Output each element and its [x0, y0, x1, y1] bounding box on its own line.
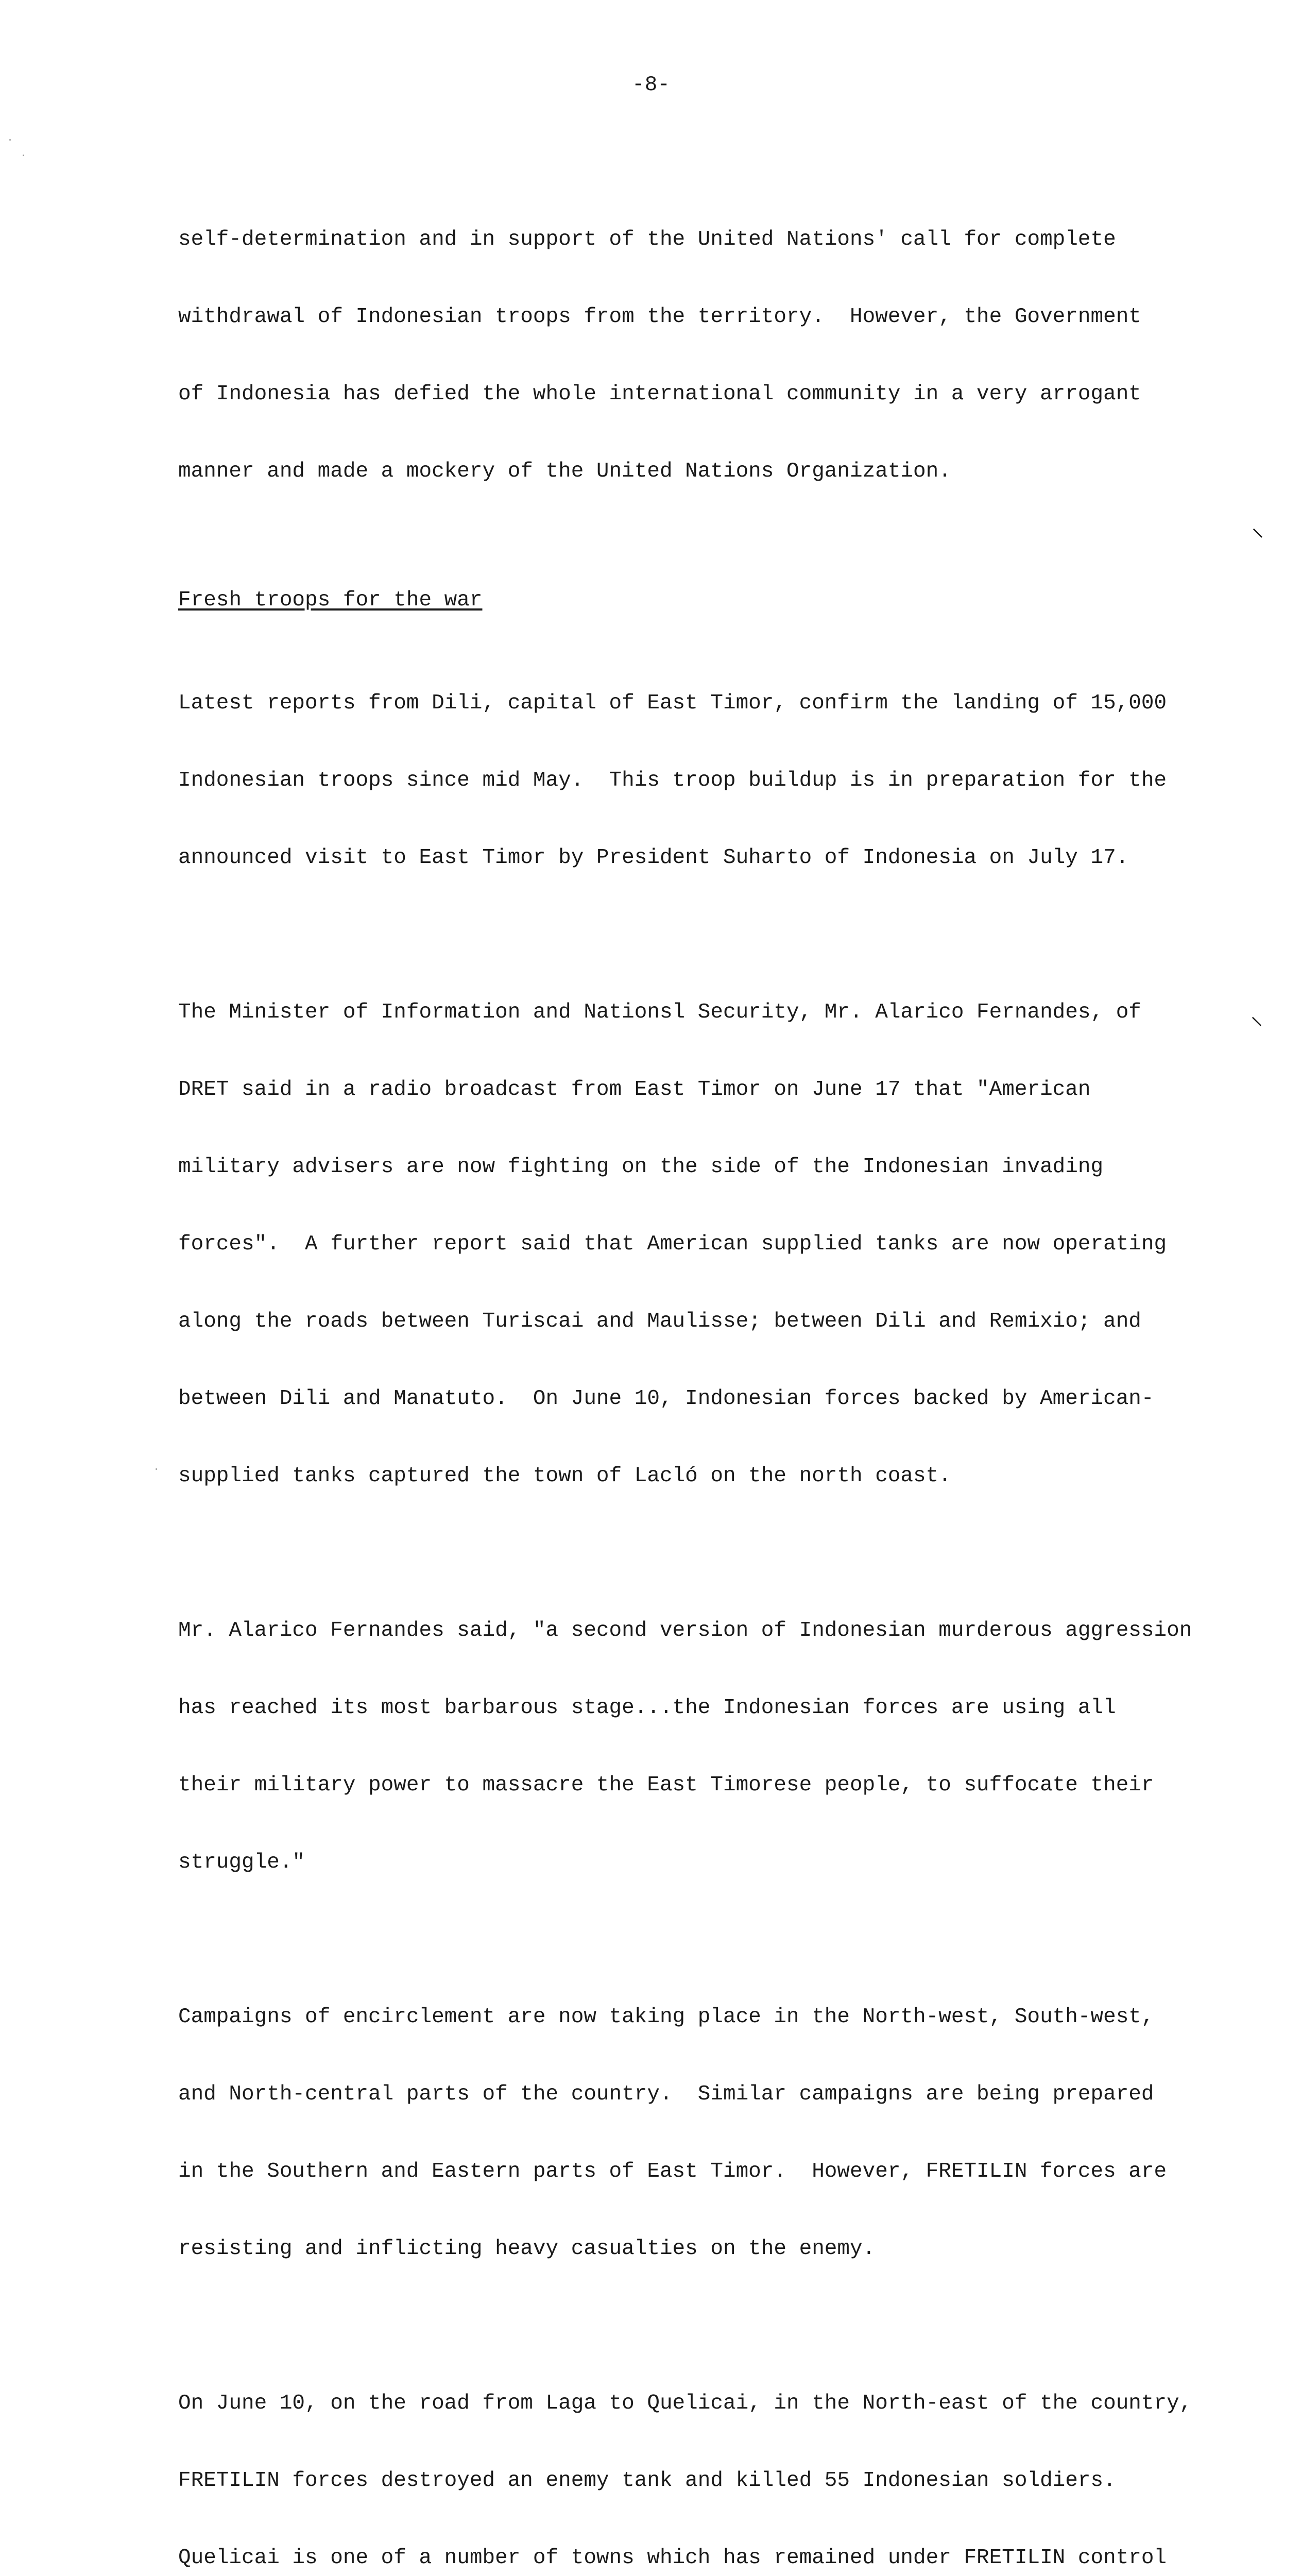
- text-line: of Indonesia has defied the whole international community in a very arrogant: [178, 382, 1141, 406]
- margin-scan-mark: ⸌: [1250, 1012, 1263, 1041]
- paragraph-troop-landing: [178, 639, 1239, 922]
- intro-paragraph: [178, 175, 1239, 536]
- section-heading: Fresh troops for the war: [178, 588, 483, 612]
- paragraph-encirclement: [178, 1953, 1239, 2313]
- margin-speck: [156, 1468, 157, 1470]
- text-line: struggle.": [178, 1851, 305, 1874]
- document-body: [178, 175, 1239, 2576]
- text-line: Latest reports from Dili, capital of East Timor, confirm the landing of 15,000: [178, 691, 1167, 715]
- text-line: Quelicai is one of a number of towns which has remained under FRETILIN control: [178, 2546, 1167, 2570]
- paragraph-fernandes-quote: [178, 1566, 1239, 1927]
- text-line: in the Southern and Eastern parts of East Timor. However, FRETILIN forces are: [178, 2160, 1167, 2183]
- text-line: On June 10, on the road from Laga to Quelicai, in the North-east of the country,: [178, 2392, 1192, 2415]
- page-number: -8-: [632, 73, 670, 97]
- text-line: The Minister of Information and Nationsl Security, Mr. Alarico Fernandes, of: [178, 1001, 1141, 1024]
- text-line: along the roads between Turiscai and Maulisse; between Dili and Remixio; and: [178, 1310, 1141, 1333]
- paragraph-quelicai: [178, 2339, 1239, 2576]
- text-line: Mr. Alarico Fernandes said, "a second version of Indonesian murderous aggression: [178, 1619, 1192, 1642]
- text-line: FRETILIN forces destroyed an enemy tank and killed 55 Indonesian soldiers.: [178, 2469, 1116, 2493]
- text-line: withdrawal of Indonesian troops from the territory. However, the Government: [178, 305, 1141, 329]
- text-line: Indonesian troops since mid May. This troop buildup is in preparation for the: [178, 769, 1167, 792]
- text-line: and North-central parts of the country. Similar campaigns are being prepared: [178, 2082, 1154, 2106]
- text-line: supplied tanks captured the town of Lacló on the north coast.: [178, 1464, 951, 1488]
- margin-speck: [23, 155, 24, 156]
- paragraph-minister-broadcast: [178, 948, 1239, 1540]
- text-line: DRET said in a radio broadcast from East Timor on June 17 that "American: [178, 1078, 1091, 1101]
- text-line: has reached its most barbarous stage...the Indonesian forces are using all: [178, 1696, 1116, 1720]
- text-line: announced visit to East Timor by President Suharto of Indonesia on July 17.: [178, 846, 1129, 870]
- text-line: their military power to massacre the East Timorese people, to suffocate their: [178, 1773, 1154, 1797]
- text-line: forces". A further report said that American supplied tanks are now operating: [178, 1232, 1167, 1256]
- text-line: Campaigns of encirclement are now taking place in the North-west, South-west,: [178, 2005, 1154, 2029]
- margin-scan-mark: ⸌: [1252, 523, 1264, 552]
- text-line: resisting and inflicting heavy casualties on the enemy.: [178, 2237, 876, 2261]
- text-line: between Dili and Manatuto. On June 10, Indonesian forces backed by American-: [178, 1387, 1154, 1411]
- text-line: manner and made a mockery of the United Nations Organization.: [178, 460, 951, 483]
- text-line: military advisers are now fighting on the side of the Indonesian invading: [178, 1155, 1104, 1179]
- text-line: self-determination and in support of the United Nations' call for complete: [178, 228, 1116, 251]
- margin-speck: [9, 139, 11, 141]
